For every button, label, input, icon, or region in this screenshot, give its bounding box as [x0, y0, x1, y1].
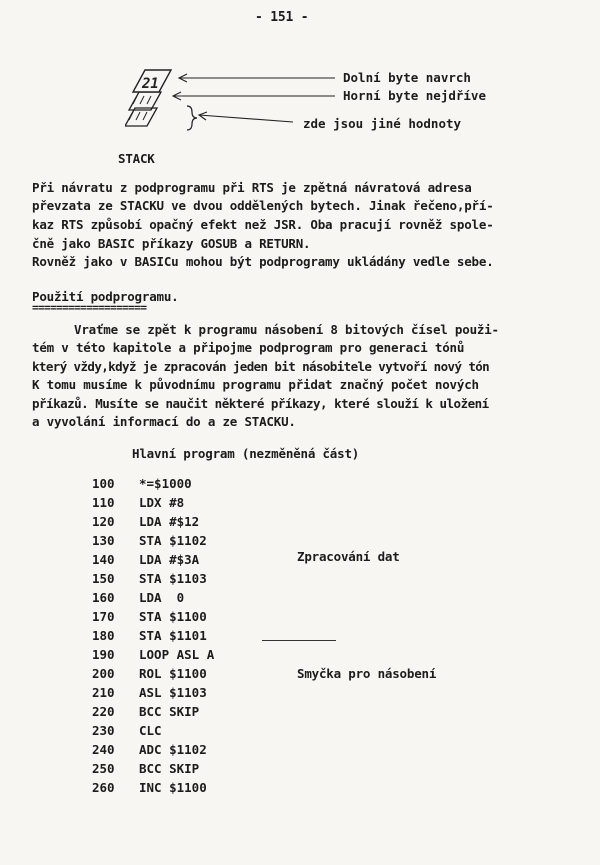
paragraph2-line: Vraťme se zpět k programu násobení 8 bitových čísel použi-	[74, 322, 499, 337]
code-line: ADC $1102	[139, 742, 207, 757]
code-line: LDA 0	[139, 590, 185, 605]
line-number: 110	[92, 495, 115, 510]
paragraph2-line: který vždy,když je zpracován jeden bit násobitele vytvoří nový tón	[32, 359, 490, 374]
paragraph2-line: tém v této kapitole a připojme podprogram pro generaci tónů	[32, 340, 465, 355]
paragraph1-line: převzata ze STACKU ve dvou oddělených bytech. Jinak řečeno,pří-	[32, 198, 494, 213]
code-line: LOOP ASL A	[139, 647, 215, 662]
paragraph2-line: a vyvolání informací do a ze STACKU.	[32, 414, 296, 429]
paragraph1-line: Rovněž jako v BASICu mohou být podprogramy ukládány vedle sebe.	[32, 254, 494, 269]
code-line: CLC	[139, 723, 162, 738]
code-line: LDX #8	[139, 495, 185, 510]
code-line: STA $1102	[139, 533, 207, 548]
line-number: 160	[92, 590, 115, 605]
paragraph1-line: kaz RTS způsobí opačný efekt než JSR. Oba pracují rovněž spole-	[32, 217, 494, 232]
code-line: ASL $1103	[139, 685, 207, 700]
line-number: 180	[92, 628, 115, 643]
line-number: 240	[92, 742, 115, 757]
line-number: 130	[92, 533, 115, 548]
line-number: 200	[92, 666, 115, 681]
code-line: ROL $1100	[139, 666, 207, 681]
line-number: 100	[92, 476, 115, 491]
code-line: LDA #$3A	[139, 552, 200, 567]
code-line: STA $1100	[139, 609, 207, 624]
paragraph2-line: K tomu musíme k původnímu programu přidat značný počet nových	[32, 377, 479, 392]
code-line: STA $1101	[139, 628, 207, 643]
code-line: BCC SKIP	[139, 704, 200, 719]
line-number: 170	[92, 609, 115, 624]
stack-diagram	[125, 60, 525, 140]
line-number: 150	[92, 571, 115, 586]
stack-box-label: 21	[142, 76, 159, 92]
stack-caption: STACK	[118, 151, 155, 166]
paragraph2-line: příkazů. Musíte se naučit některé příkazy, které slouží k uložení	[32, 396, 489, 411]
line-number: 190	[92, 647, 115, 662]
paragraph1-line: Při návratu z podprogramu při RTS je zpětná návratová adresa	[32, 180, 472, 195]
arrow-label-low-byte: Dolní byte navrch	[343, 70, 471, 85]
annotation-multiply-loop: Smyčka pro násobení	[297, 666, 437, 681]
line-number: 210	[92, 685, 115, 700]
program-heading: Hlavní program (nezměněná část)	[132, 446, 360, 461]
section-heading: Použití podprogramu.	[32, 289, 179, 304]
paragraph1-line: čně jako BASIC příkazy GOSUB a RETURN.	[32, 236, 311, 251]
annotation-data-processing: Zpracování dat	[297, 549, 400, 564]
line-number: 230	[92, 723, 115, 738]
arrow-label-high-byte: Horní byte nejdříve	[343, 88, 486, 103]
code-line: INC $1100	[139, 780, 207, 795]
arrow-label-other-values: zde jsou jiné hodnoty	[303, 116, 462, 131]
code-line: *=$1000	[139, 476, 192, 491]
code-line: LDA #$12	[139, 514, 200, 529]
line-number: 140	[92, 552, 115, 567]
line-number: 250	[92, 761, 115, 776]
code-line: STA $1103	[139, 571, 207, 586]
page-number: - 151 -	[255, 10, 309, 25]
line-number: 220	[92, 704, 115, 719]
code-line: BCC SKIP	[139, 761, 200, 776]
section-heading-underline: ===================	[32, 301, 147, 314]
line-number: 260	[92, 780, 115, 795]
divider-rule	[262, 640, 336, 641]
line-number: 120	[92, 514, 115, 529]
